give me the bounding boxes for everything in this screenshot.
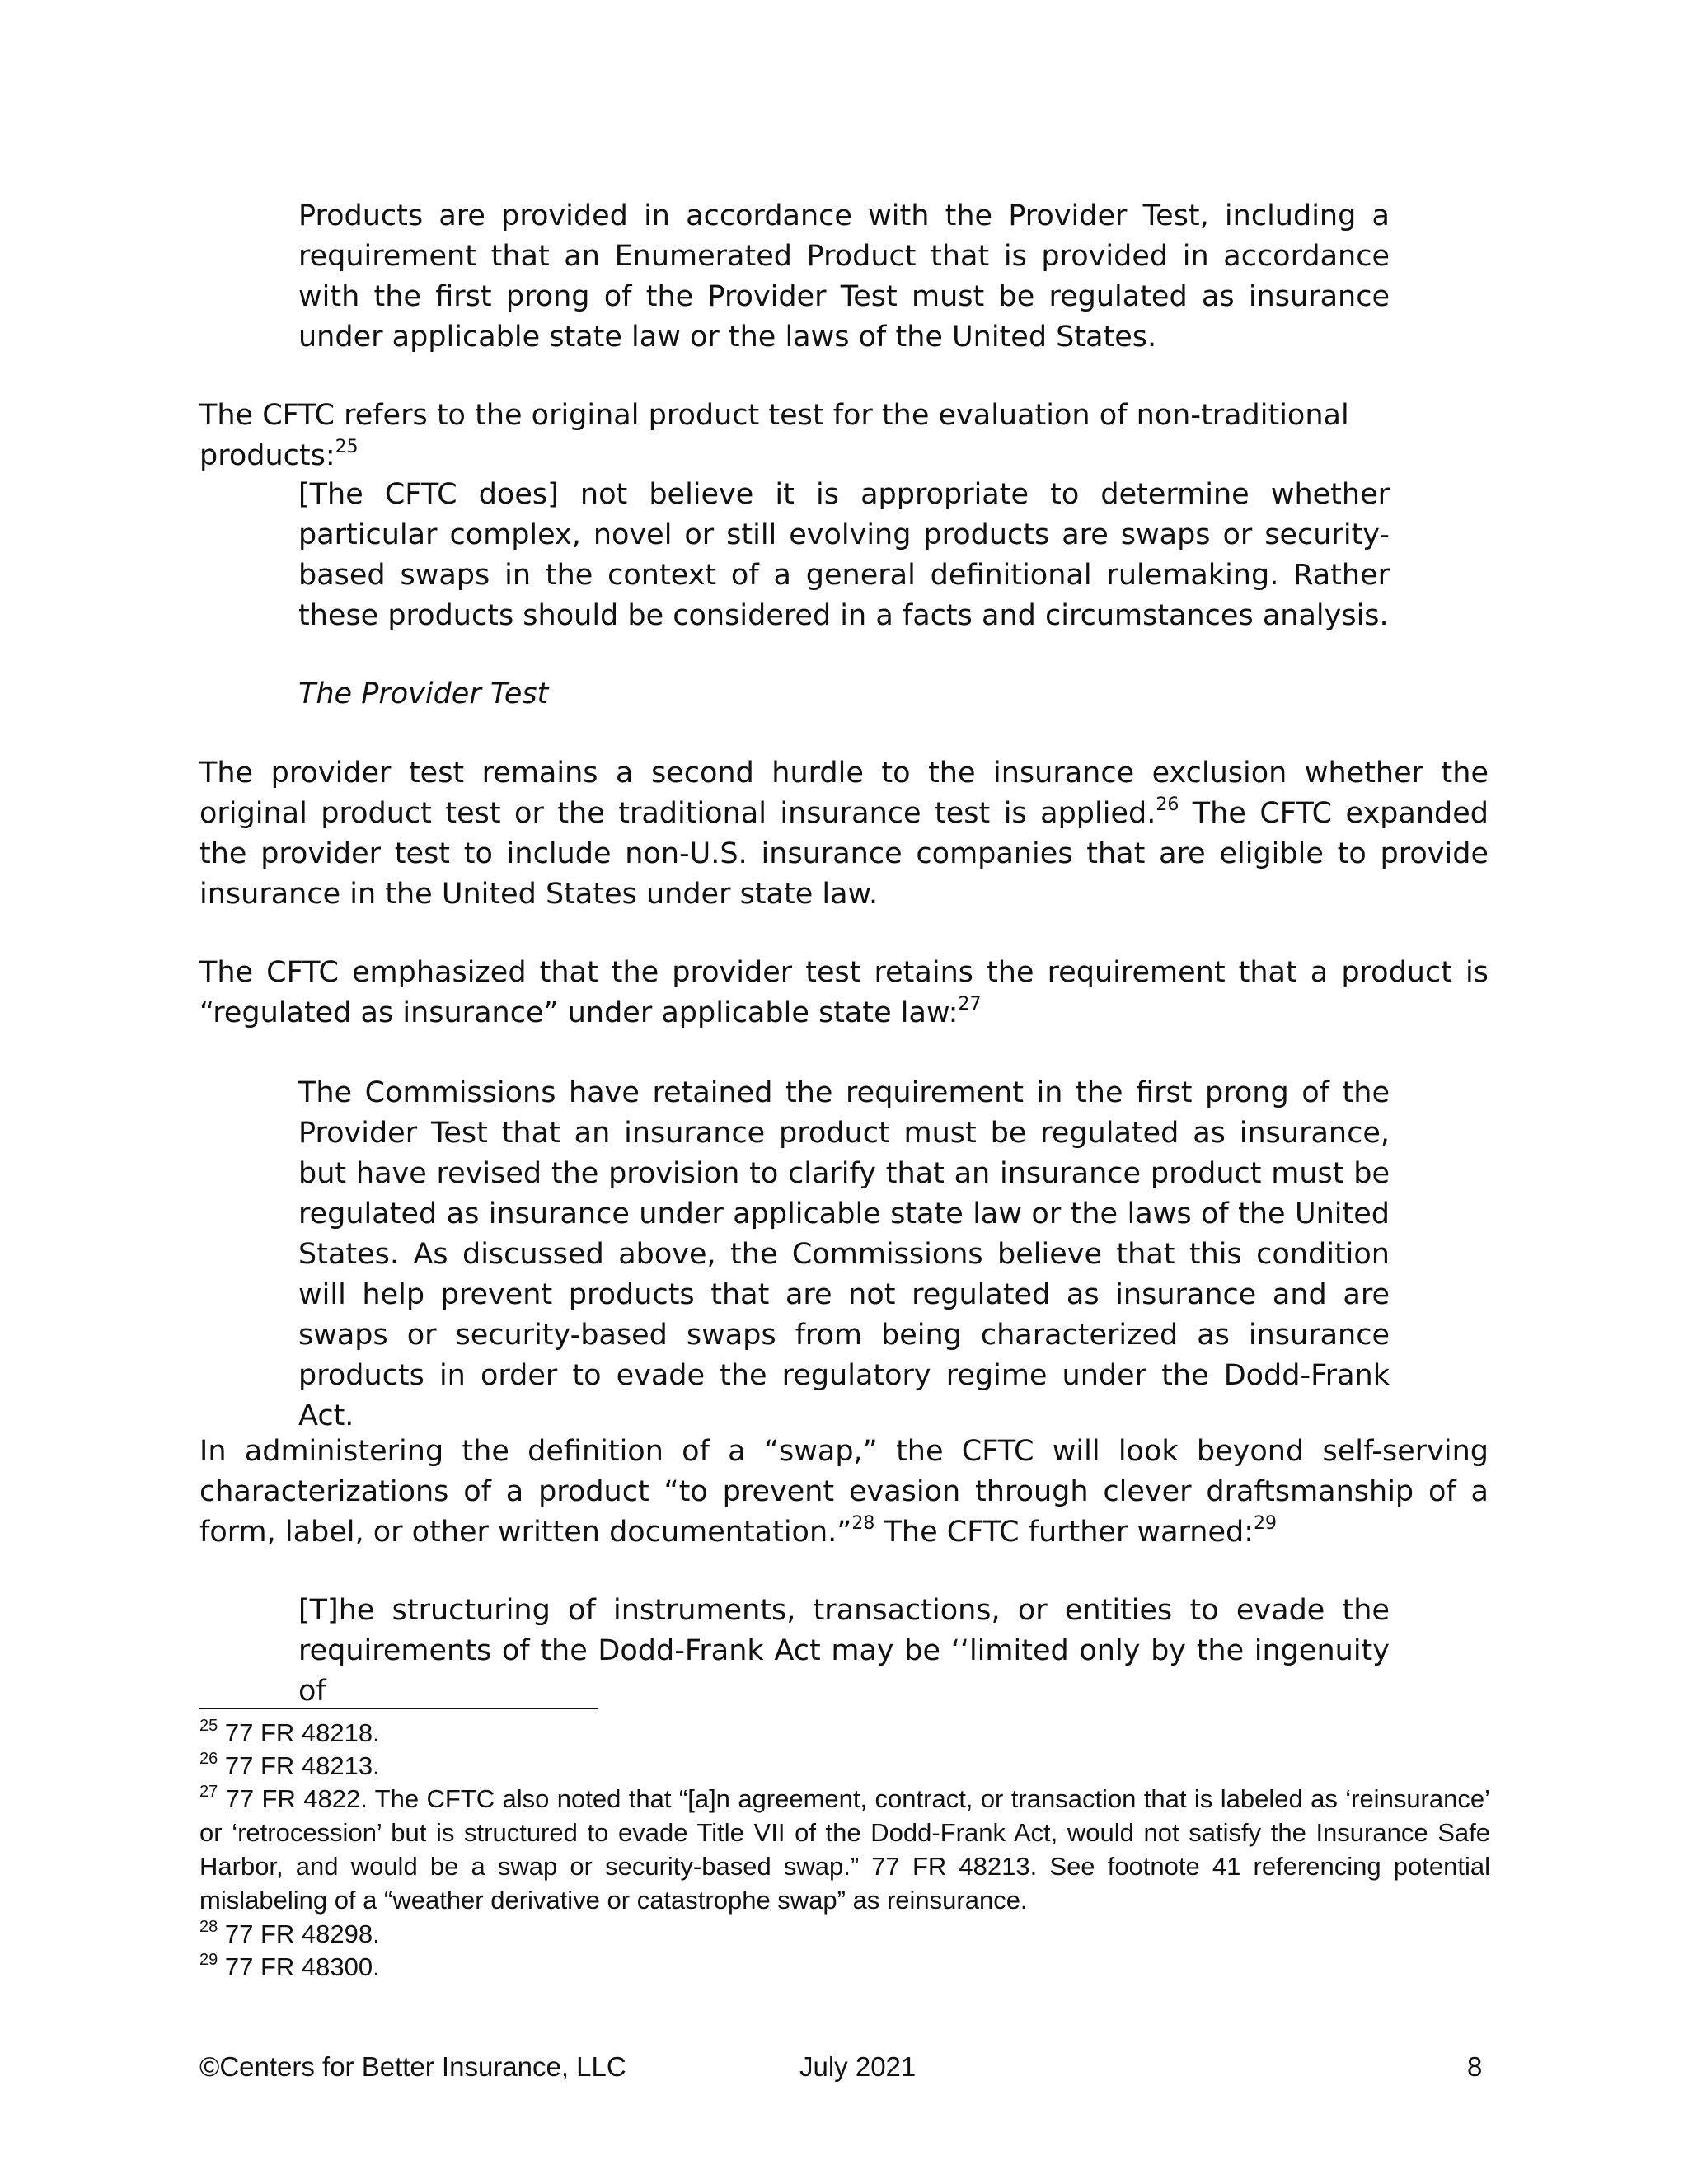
paragraph-definition-of-swap <box>199 1432 1489 1553</box>
section-subheading: The Provider Test <box>298 677 549 710</box>
paragraph-text: The CFTC emphasized that the provider test retains the requirement that a product is “regulated as insurance” under applicable state law: <box>199 956 1489 1029</box>
paragraph-text: The provider test remains a second hurdle to the insurance exclusion whether the original product test or the traditional insurance test is applied. <box>199 757 1489 830</box>
block-quote-commissions-retained: The Commissions have retained the requirement in the first prong of the Provider Test that an insurance product must be regulated as insurance, but have revised the provision to clarify that an insurance product must be regulated as insurance under applicable state law or the laws of the United States. As discussed above, the Commissions believe that this condition will help prevent products that are not regulated as insurance and are swaps or security-based swaps from being characterized as insurance products in order to evade the regulatory regime under the Dodd-Frank Act. <box>298 1076 1390 1432</box>
footnote-ref[interactable]: 27 <box>958 994 982 1015</box>
footnote-26 <box>199 1749 1490 1783</box>
footer-copyright: ©Centers for Better Insurance, LLC <box>199 2051 626 2082</box>
paragraph-text: The CFTC further warned: <box>874 1516 1254 1549</box>
footnote-number: 29 <box>199 1950 218 1969</box>
block-quote-cftc-does-not: [The CFTC does] not believe it is appropriate to determine whether particular complex, novel or still evolving products are swaps or security-based swaps in the context of a general definitional rulemaking. Rather these products should be considered in a facts and circumstances analysis. <box>298 478 1390 632</box>
footnote-separator <box>199 1708 598 1709</box>
footnote-number: 28 <box>199 1917 218 1936</box>
footnote-ref[interactable]: 26 <box>1156 794 1179 816</box>
paragraph-text: The CFTC expanded the provider test to include non-U.S. insurance companies that are eligible to provide insurance in the United States under state law. <box>199 797 1489 911</box>
footer-page-number: 8 <box>1467 2051 1483 2082</box>
paragraph-provider-test-hurdle <box>199 753 1489 915</box>
paragraph-regulated-as-insurance <box>199 953 1489 1033</box>
footnote-text: 77 FR 48298. <box>218 1919 380 1948</box>
footnote-28 <box>199 1917 1490 1951</box>
footnote-number: 27 <box>199 1782 218 1801</box>
paragraph-text: In administering the definition of a “swap,” the CFTC will look beyond self-serving characterizations of a product “to prevent evasion through clever draftsmanship of a form, label, or other written documentation.” <box>199 1435 1489 1549</box>
footnote-ref[interactable]: 28 <box>851 1513 875 1535</box>
footnote-29 <box>199 1950 1490 1984</box>
block-quote-structuring: [T]he structuring of instruments, transactions, or entities to evade the requirements of the Dodd-Frank Act may be ‘‘limited only by the ingenuity of <box>298 1594 1390 1708</box>
footnote-25 <box>199 1716 1490 1750</box>
block-quote-provider-test: Products are provided in accordance with the Provider Test, including a requirement that an Enumerated Product that is provided in accordance with the first prong of the Provider Test must be regulated as insurance under applicable state law or the laws of the United States. <box>298 199 1390 354</box>
paragraph-original-product-test <box>199 396 1489 476</box>
footnote-number: 25 <box>199 1716 218 1735</box>
footer-date: July 2021 <box>799 2051 917 2082</box>
footnote-number: 26 <box>199 1749 218 1768</box>
footnote-text: 77 FR 48213. <box>218 1751 380 1780</box>
footnote-ref[interactable]: 25 <box>335 437 359 458</box>
footnote-text: 77 FR 4822. The CFTC also noted that “[a]n agreement, contract, or transaction that is labeled as ‘reinsurance’ or ‘retrocession’ but is structured to evade Title VII of the Dodd-Frank Act, would not satisfy the Insurance Safe Harbor, and would be a swap or security-based swap.” 77 FR 48213. See footnote 41 referencing potential mislabeling of a “weather derivative or catastrophe swap” as reinsurance. <box>199 1784 1490 1915</box>
paragraph-text: The CFTC refers to the original product test for the evaluation of non-traditional products: <box>199 399 1349 472</box>
footnote-27 <box>199 1782 1490 1917</box>
footnote-text: 77 FR 48218. <box>218 1718 380 1747</box>
footnote-text: 77 FR 48300. <box>218 1952 380 1981</box>
footnote-ref[interactable]: 29 <box>1254 1513 1278 1535</box>
